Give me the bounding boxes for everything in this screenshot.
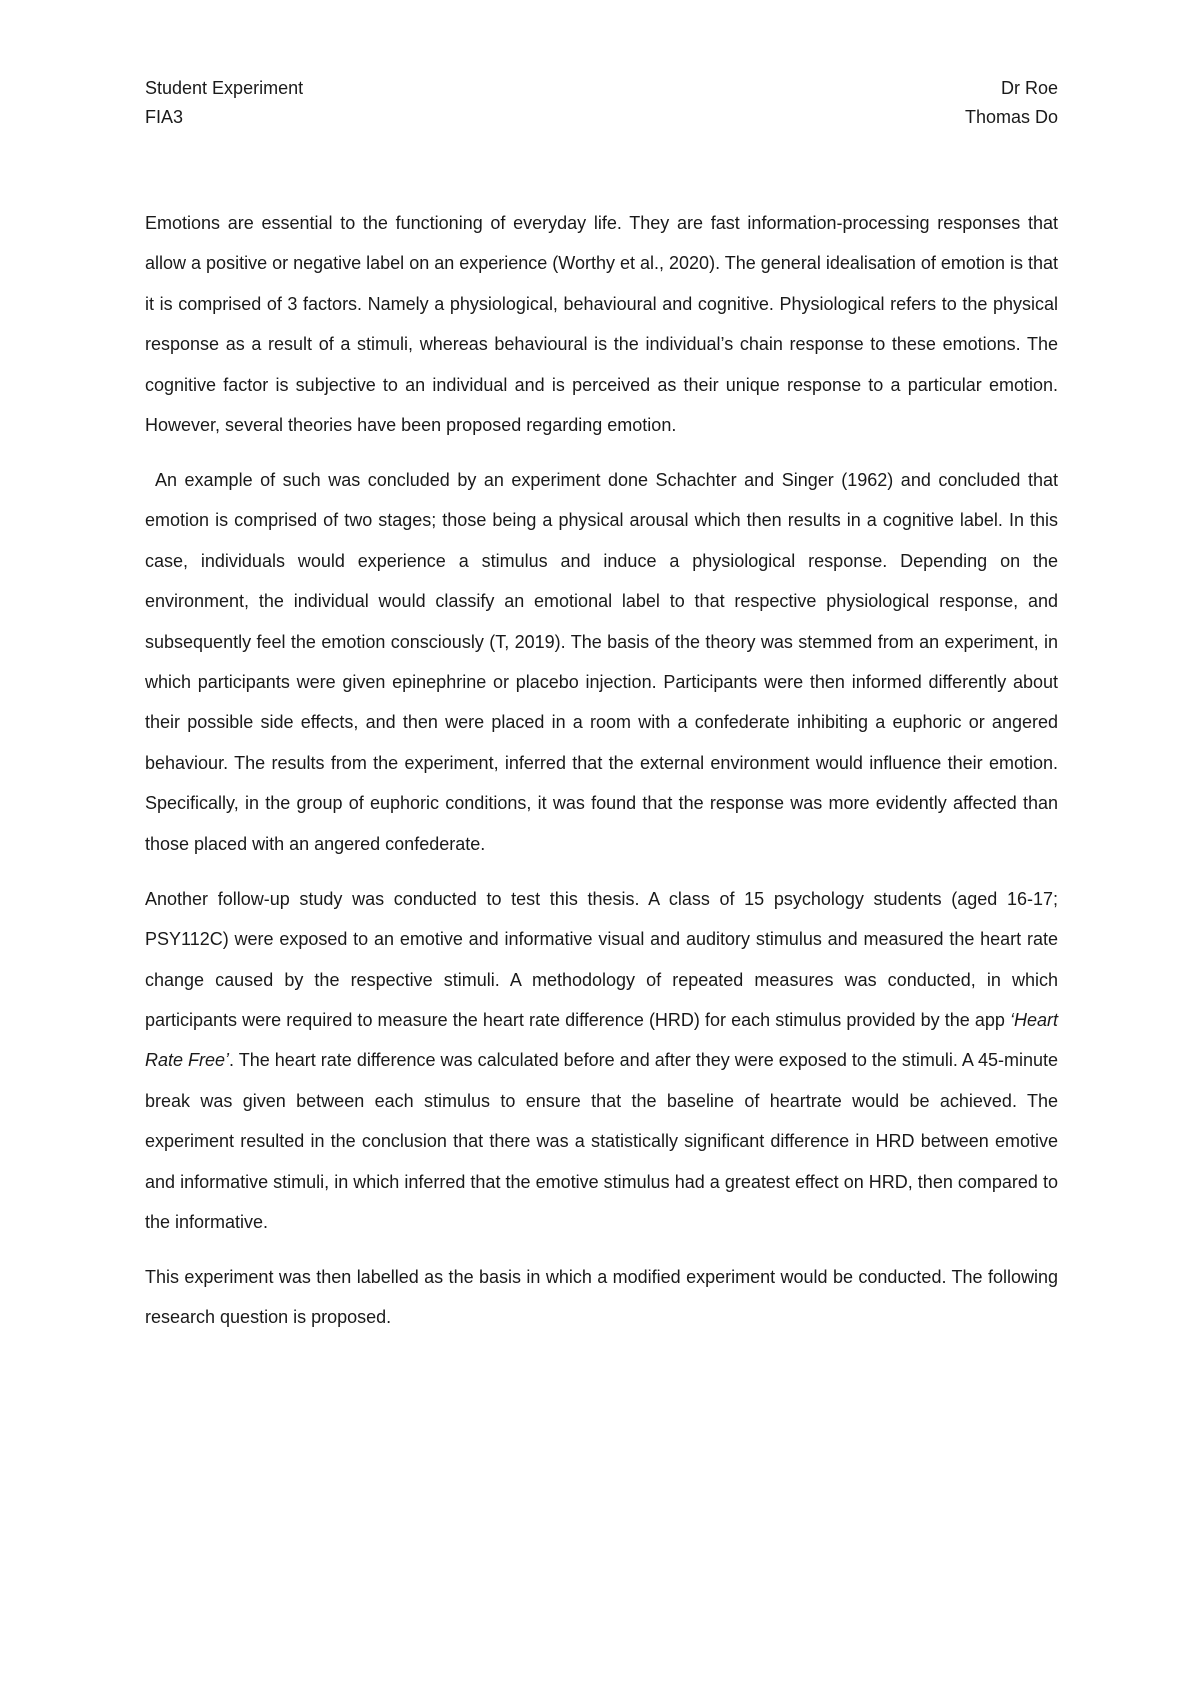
app-name-italic: ‘Heart Rate Free’ [145,1009,1058,1071]
paragraph-follow-up-study [145,879,1058,1243]
header-right [965,74,1058,132]
paragraph-schachter-singer: An example of such was concluded by an experiment done Schachter and Singer (1962) and concluded that emotion is comprised of two stages; those being a physical arousal which then results in a cognitive label. In this case, individuals would experience a stimulus and induce a physiological response. Depending on the environment, the individual would classify an emotional label to that respective physiological response, and subsequently feel the emotion consciously (T, 2019). The basis of the theory was stemmed from an experiment, in which participants were given epinephrine or placebo injection. Participants were then informed differently about their possible side effects, and then were placed in a room with a confederate inhibiting a euphoric or angered behaviour. The results from the experiment, inferred that the external environment would influence their emotion. Specifically, in the group of euphoric conditions, it was found that the response was more evidently affected than those placed with an angered confederate. [145,470,1058,854]
header-teacher: Dr Roe [1000,78,1058,98]
paragraph-research-question-lead: This experiment was then labelled as the basis in which a modified experiment would be conducted. The following research question is proposed. [145,1266,1058,1328]
header-left [145,74,303,132]
header-code: FIA3 [145,107,184,127]
paragraph-intro: Emotions are essential to the functioning of everyday life. They are fast information-processing responses that allow a positive or negative label on an experience (Worthy et al., 2020). The general idealisation of emotion is that it is comprised of 3 factors. Namely a physiological, behavioural and cognitive. Physiological refers to the physical response as a result of a stimuli, whereas behavioural is the individual’s chain response to these emotions. The cognitive factor is subjective to an individual and is perceived as their unique response to a particular emotion. However, several theories have been proposed regarding emotion. [145,213,1058,436]
header-student: Thomas Do [964,107,1058,127]
paragraph-follow-up-text-a: Another follow-up study was conducted to test this thesis. A class of 15 psychology students (aged 16-17; PSY112C) were exposed to an emotive and informative visual and auditory stimulus and measured the heart rate change caused by the respective stimuli. A methodology of repeated measures was conducted, in which participants were required to measure the heart rate difference (HRD) for each stimulus provided by the app [145,888,1058,1030]
header-title: Student Experiment [145,78,304,98]
paragraph-follow-up-text-b: . The heart rate difference was calculated before and after they were exposed to the stimuli. A 45-minute break was given between each stimulus to ensure that the baseline of heartrate would be achieved. The experiment resulted in the conclusion that there was a statistically significant difference in HRD between emotive and informative stimuli, in which inferred that the emotive stimulus had a greatest effect on HRD, then compared to the informative. [145,1050,1058,1232]
document-body [145,203,1058,1352]
